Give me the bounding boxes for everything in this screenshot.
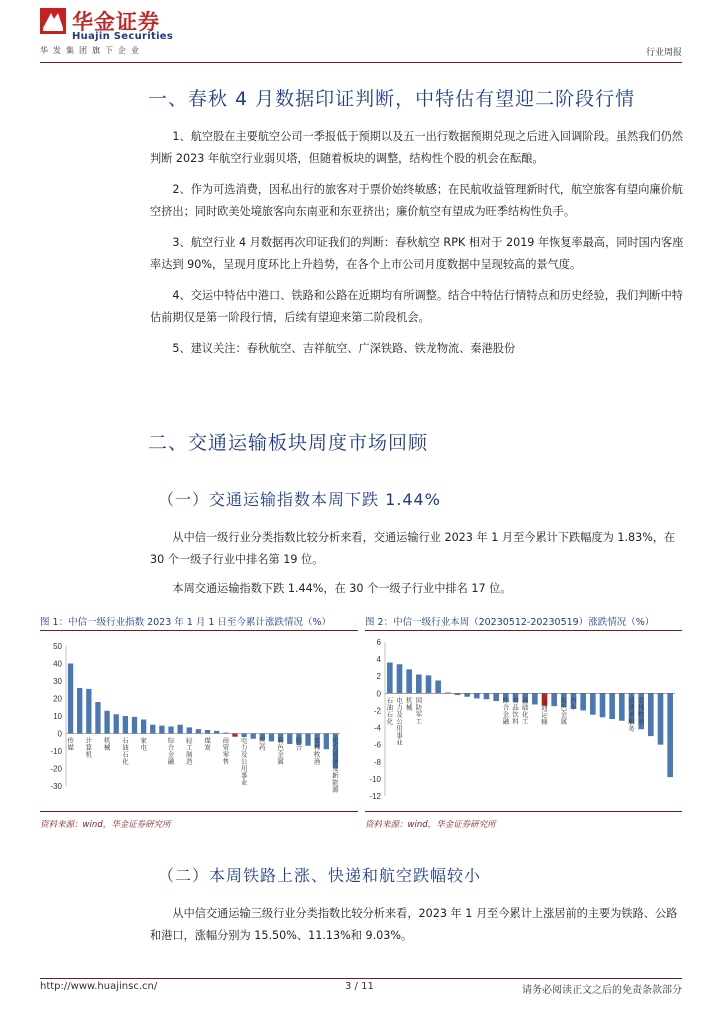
bar-消费者服务 — [305, 734, 310, 746]
figure-2-bottom-rule — [365, 811, 682, 812]
x-category-label: 机械 — [103, 736, 111, 752]
bar-石油石化 — [123, 716, 128, 734]
y-tick-label: 2 — [376, 672, 381, 682]
y-tick-label: 0 — [57, 729, 62, 739]
bar-电力设备及新能源 — [667, 693, 673, 777]
x-category-label: 石油石化 — [386, 696, 394, 726]
paragraph: 本周交通运输指数下跌 1.44%，在 30 个一级子行业中排名 17 位。 — [172, 582, 512, 595]
bar-建筑 — [114, 714, 119, 733]
bar-房地产 — [648, 693, 654, 736]
x-category-label: 农林牧渔 — [313, 736, 321, 766]
y-tick-label: 4 — [376, 655, 381, 665]
y-tick-label: -2 — [373, 706, 381, 716]
footer-url[interactable]: http://www.huajinsc.cn/ — [40, 981, 158, 992]
x-category-label: 有色金属 — [277, 736, 284, 766]
bar-非银行金融 — [493, 693, 499, 701]
bar-chart-2 — [365, 634, 682, 806]
section-2-heading: 二、交通运输板块周度市场回顾 — [148, 432, 429, 454]
header-divider — [40, 62, 682, 63]
bar-非银行金融 — [159, 726, 164, 734]
paragraph: 2、作为可选消费，因私出行的旅客对于票价始终敏感；在民航收益管理新时代，航空旅客有望向廉价航空挤出；同时欧美处境旅客向东南亚和东亚挤出；廉价航空有望成为旺季结构性负手。 — [150, 183, 683, 218]
bar-传媒 — [68, 664, 73, 734]
x-category-label: 机械 — [405, 696, 413, 712]
bar-国防军工 — [132, 717, 137, 734]
bar-医药 — [619, 693, 625, 720]
footer-divider — [40, 978, 682, 979]
bar-家电 — [426, 675, 432, 693]
figure-2-chart — [365, 634, 682, 806]
subsection-1-heading: （一）交通运输指数本周下跌 1.44% — [158, 490, 441, 509]
bar-综合金融 — [168, 727, 173, 734]
brand-name: 华金证券 — [72, 10, 160, 34]
x-category-label: 国防军工 — [415, 696, 423, 726]
x-category-label: 综合金融 — [167, 736, 175, 766]
y-tick-label: 6 — [376, 638, 381, 647]
subsection-2-heading: （二）本周铁路上涨、快递和航空跌幅较小 — [158, 866, 482, 885]
bar-房地产 — [324, 734, 329, 750]
x-category-label: 基础化工 — [521, 696, 529, 726]
x-category-label: 电力及公用事业 — [240, 736, 248, 787]
bar-国防军工 — [416, 675, 422, 694]
group-tagline: 华发集团旗下企业 — [40, 46, 144, 55]
bar-计算机 — [86, 689, 91, 734]
bar-建材 — [251, 734, 256, 739]
x-category-label: 煤炭 — [204, 736, 211, 752]
y-tick-label: -30 — [50, 782, 62, 791]
bar-煤炭 — [435, 681, 441, 694]
figure-1-chart — [40, 634, 358, 806]
bar-基础化工 — [178, 725, 183, 734]
report-type: 行业周报 — [645, 48, 682, 58]
bar-建筑 — [532, 693, 538, 704]
brand-logo-icon — [40, 8, 66, 34]
figure-1-caption: 图 1：中信一级行业指数 2023 年 1 月 1 日至今累计涨跌情况（%） — [40, 617, 331, 628]
bar-食品饮料 — [269, 734, 274, 742]
y-tick-label: 50 — [53, 642, 62, 651]
bar-商贸零售 — [580, 693, 586, 710]
x-category-label: 传媒 — [67, 736, 74, 752]
bar-纺织服装 — [214, 731, 219, 734]
paragraph: 1、航空股在主要航空公司一季报低于预期以及五一出行数据预期兑现之后进入回调阶段。虽然我们仍然判断 2023 年航空行业弱贝塔，但随着板块的调整，结构性个股的机会在酝酿。 — [150, 130, 683, 165]
x-category-label: 综合 — [295, 736, 303, 752]
y-tick-label: 10 — [53, 712, 62, 721]
x-category-label: 电力及公用事业 — [396, 696, 403, 747]
bar-轻工制造 — [187, 727, 192, 733]
bar-chart-1 — [40, 634, 358, 806]
x-category-label: 轻工制造 — [186, 736, 193, 766]
y-tick-label: -6 — [373, 740, 381, 750]
paragraph: 从中信交通运输三级行业分类指数比较分析来看，2023 年 1 月至今累计上涨居前的主要为铁路、公路和港口，涨幅分别为 15.50%、11.13%和 9.03%。 — [150, 907, 678, 942]
y-tick-label: 40 — [53, 659, 62, 669]
bar-银行 — [150, 725, 155, 734]
figure-1-top-rule — [40, 630, 358, 631]
subsection-1-body — [150, 527, 685, 600]
bar-机械 — [104, 711, 109, 734]
bar-轻工制造 — [590, 693, 596, 714]
bar-钢铁 — [551, 693, 557, 706]
x-category-label: 消费者服务 — [628, 696, 635, 733]
x-category-label: 电力设备及新能源 — [332, 736, 339, 794]
x-category-label: 石油石化 — [122, 736, 129, 766]
section-1-heading: 一、春秋 4 月数据印证判断，中特估有望迎二阶段行情 — [148, 88, 636, 110]
y-tick-label: 30 — [53, 677, 62, 686]
subsection-2-body — [150, 903, 685, 947]
bar-电力及公用事业 — [397, 664, 403, 693]
bar-家电 — [141, 720, 146, 734]
y-tick-label: -10 — [50, 747, 62, 756]
x-category-label: 农林牧渔 — [637, 696, 645, 726]
bar-钢铁 — [196, 729, 201, 733]
paragraph: 3、航空行业 4 月数据再次印证我们的判断：春秋航空 RPK 相对于 2019 年恢复率最高，同时国内客座率达到 90%，呈现月度环比上升趋势，在各个上市公司月度数据中呈现较高的景气度。 — [150, 236, 684, 271]
figure-2-caption: 图 2：中信一级行业本周（20230512-20230519）涨跌情况（%） — [365, 617, 655, 628]
bar-建材 — [609, 693, 615, 719]
footer-disclaimer: 请务必阅读正文之后的免责条款部分 — [522, 985, 682, 996]
bar-计算机 — [474, 693, 480, 698]
bar-综合 — [658, 693, 664, 744]
section-1-body — [150, 126, 685, 360]
brand-name-en: Huajin Securities — [72, 31, 174, 42]
bar-煤炭 — [205, 730, 210, 734]
y-tick-label: -4 — [373, 723, 381, 733]
x-category-label: 家电 — [140, 736, 147, 752]
x-category-label: 商贸零售 — [222, 736, 230, 766]
bar-机械 — [406, 669, 412, 693]
bar-电子 — [464, 693, 470, 696]
bar-通信 — [77, 688, 82, 734]
x-category-label: 汽车 — [570, 696, 577, 712]
y-tick-label: -10 — [369, 774, 381, 784]
x-category-label: 计算机 — [85, 736, 93, 759]
y-tick-label: -12 — [369, 792, 381, 801]
figure-2-top-rule — [365, 630, 682, 631]
bar-石油石化 — [387, 663, 393, 694]
figure-1-bottom-rule — [40, 811, 358, 812]
bar-通信 — [484, 693, 490, 699]
y-tick-label: -8 — [373, 757, 381, 767]
x-category-label: 有色金属 — [560, 696, 568, 726]
figure-2-source: 资料来源：wind，华金证券研究所 — [365, 820, 496, 830]
y-tick-label: -20 — [50, 764, 62, 774]
figure-1-source: 资料来源：wind，华金证券研究所 — [40, 820, 171, 830]
bar-纺织服装 — [600, 693, 606, 717]
paragraph: 从中信一级行业分类指数比较分析来看，交通运输行业 2023 年 1 月至今累计下跌幅度为 1.83%，在 30 个一级子行业中排名第 19 位。 — [150, 531, 676, 566]
page-number: 3 / 11 — [345, 981, 374, 992]
bar-电子 — [95, 702, 100, 734]
x-category-label: 食品饮料 — [512, 696, 519, 726]
bar-交通运输 — [232, 734, 237, 737]
y-tick-label: 0 — [376, 689, 381, 699]
paragraph: 4、交运中特估中港口、铁路和公路在近期均有所调整。结合中特估行情特点和历史经验，我们判断中特估前期仅是第一阶段行情，后续有望迎来第二阶段机会。 — [150, 289, 683, 324]
x-category-label: 医药 — [259, 736, 266, 752]
x-category-label: 综合金融 — [502, 696, 510, 726]
paragraph: 5、建议关注：春秋航空、吉祥航空、广深铁路、铁龙物流、秦港股份 — [172, 342, 516, 355]
x-category-label: 交通运输 — [541, 696, 548, 726]
bar-汽车 — [287, 734, 292, 745]
y-tick-label: 20 — [53, 694, 62, 704]
